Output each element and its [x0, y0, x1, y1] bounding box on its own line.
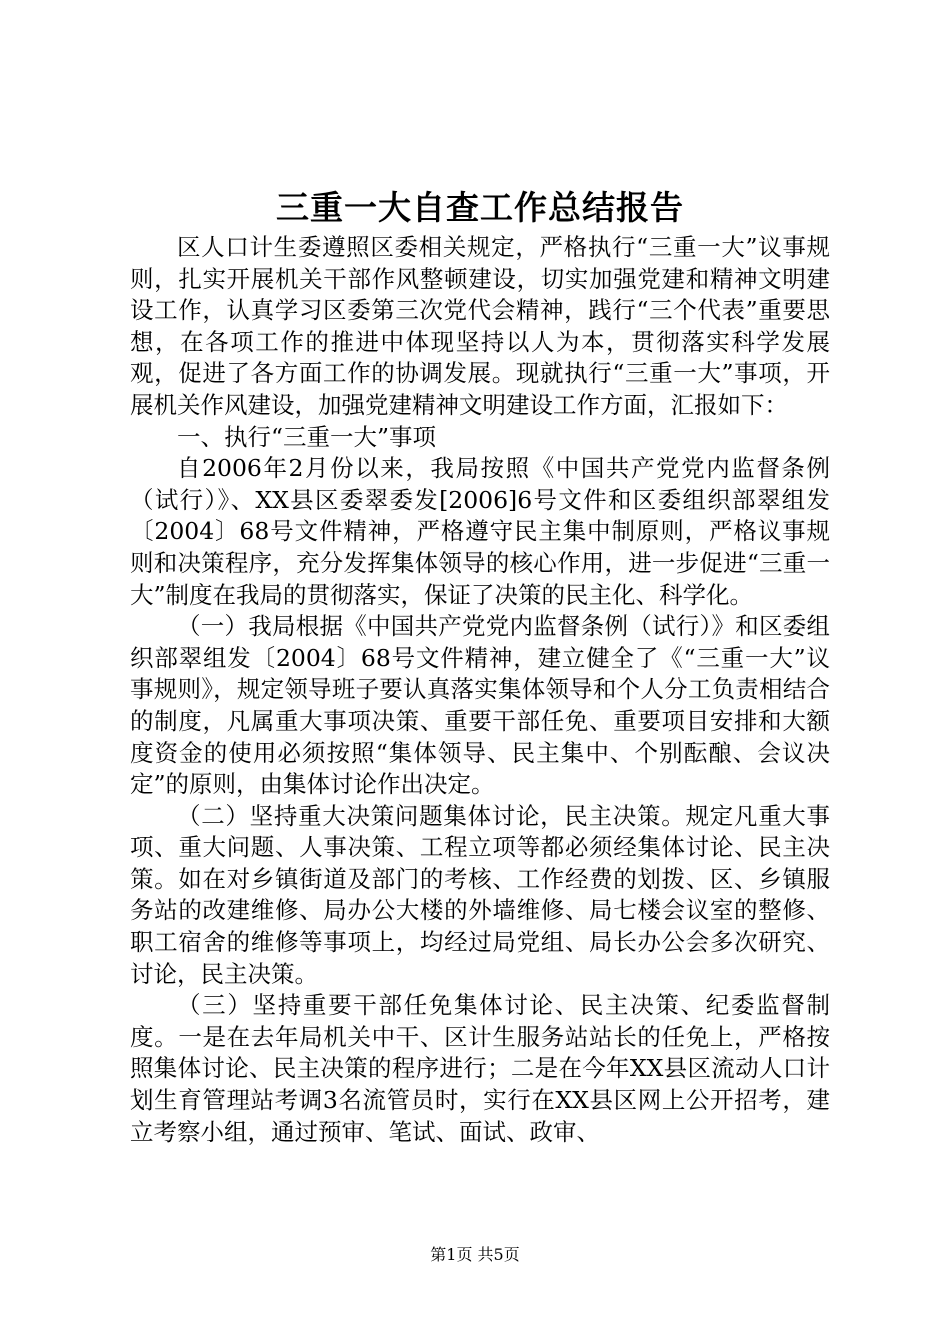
document-title: 三重一大自查工作总结报告 [276, 188, 684, 227]
item-2-paragraph: （二）坚持重大决策问题集体讨论，民主决策。规定凡重大事项、重大问题、人事决策、工程立项等都必须经集体讨论、民主决策。如在对乡镇街道及部门的考核、工作经费的划拨、区、乡镇服务站的改建维修、局办公大楼的外墙维修、局七楼会议室的整修、职工宿舍的维修等事项上，均经过局党组、局长办公会多次研究、讨论，民主决策。 [130, 801, 830, 988]
item-1-paragraph: （一）我局根据《中国共产党党内监督条例（试行）》和区委组织部翠组发〔2004〕68号文件精神，建立健全了《“三重一大”议事规则》，规定领导班子要认真落实集体领导和个人分工负责相结合的制度，凡属重大事项决策、重要干部任免、重要项目安排和大额度资金的使用必须按照“集体领导、民主集中、个别酝酿、会议决定”的原则，由集体讨论作出决定。 [130, 612, 830, 799]
page-footer: 第1页 共5页 [430, 1245, 520, 1264]
intro-paragraph: 区人口计生委遵照区委相关规定，严格执行“三重一大”议事规则，扎实开展机关干部作风整顿建设，切实加强党建和精神文明建设工作，认真学习区委第三次党代会精神，践行“三个代表”重要思想，在各项工作的推进中体现坚持以人为本，贯彻落实科学发展观，促进了各方面工作的协调发展。现就执行“三重一大”事项，开展机关作风建设，加强党建精神文明建设工作方面，汇报如下： [130, 233, 830, 419]
section-1-paragraph: 自2006年2月份以来，我局按照《中国共产党党内监督条例（试行）》、XX县区委翠委发[2006]6号文件和区委组织部翠组发〔2004〕68号文件精神，严格遵守民主集中制原则，严格议事规则和决策程序，充分发挥集体领导的核心作用，进一步促进“三重一大”制度在我局的贯彻落实，保证了决策的民主化、科学化。 [130, 454, 830, 609]
document-body [130, 186, 830, 1148]
section-heading-1: 一、执行“三重一大”事项 [177, 422, 437, 451]
item-3-paragraph: （三）坚持重要干部任免集体讨论、民主决策、纪委监督制度。一是在去年局机关中干、区计生服务站站长的任免上，严格按照集体讨论、民主决策的程序进行；二是在今年XX县区流动人口计划生育管理站考调3名流管员时，实行在XX县区网上公开招考，建立考察小组，通过预审、笔试、面试、政审、 [130, 991, 830, 1146]
